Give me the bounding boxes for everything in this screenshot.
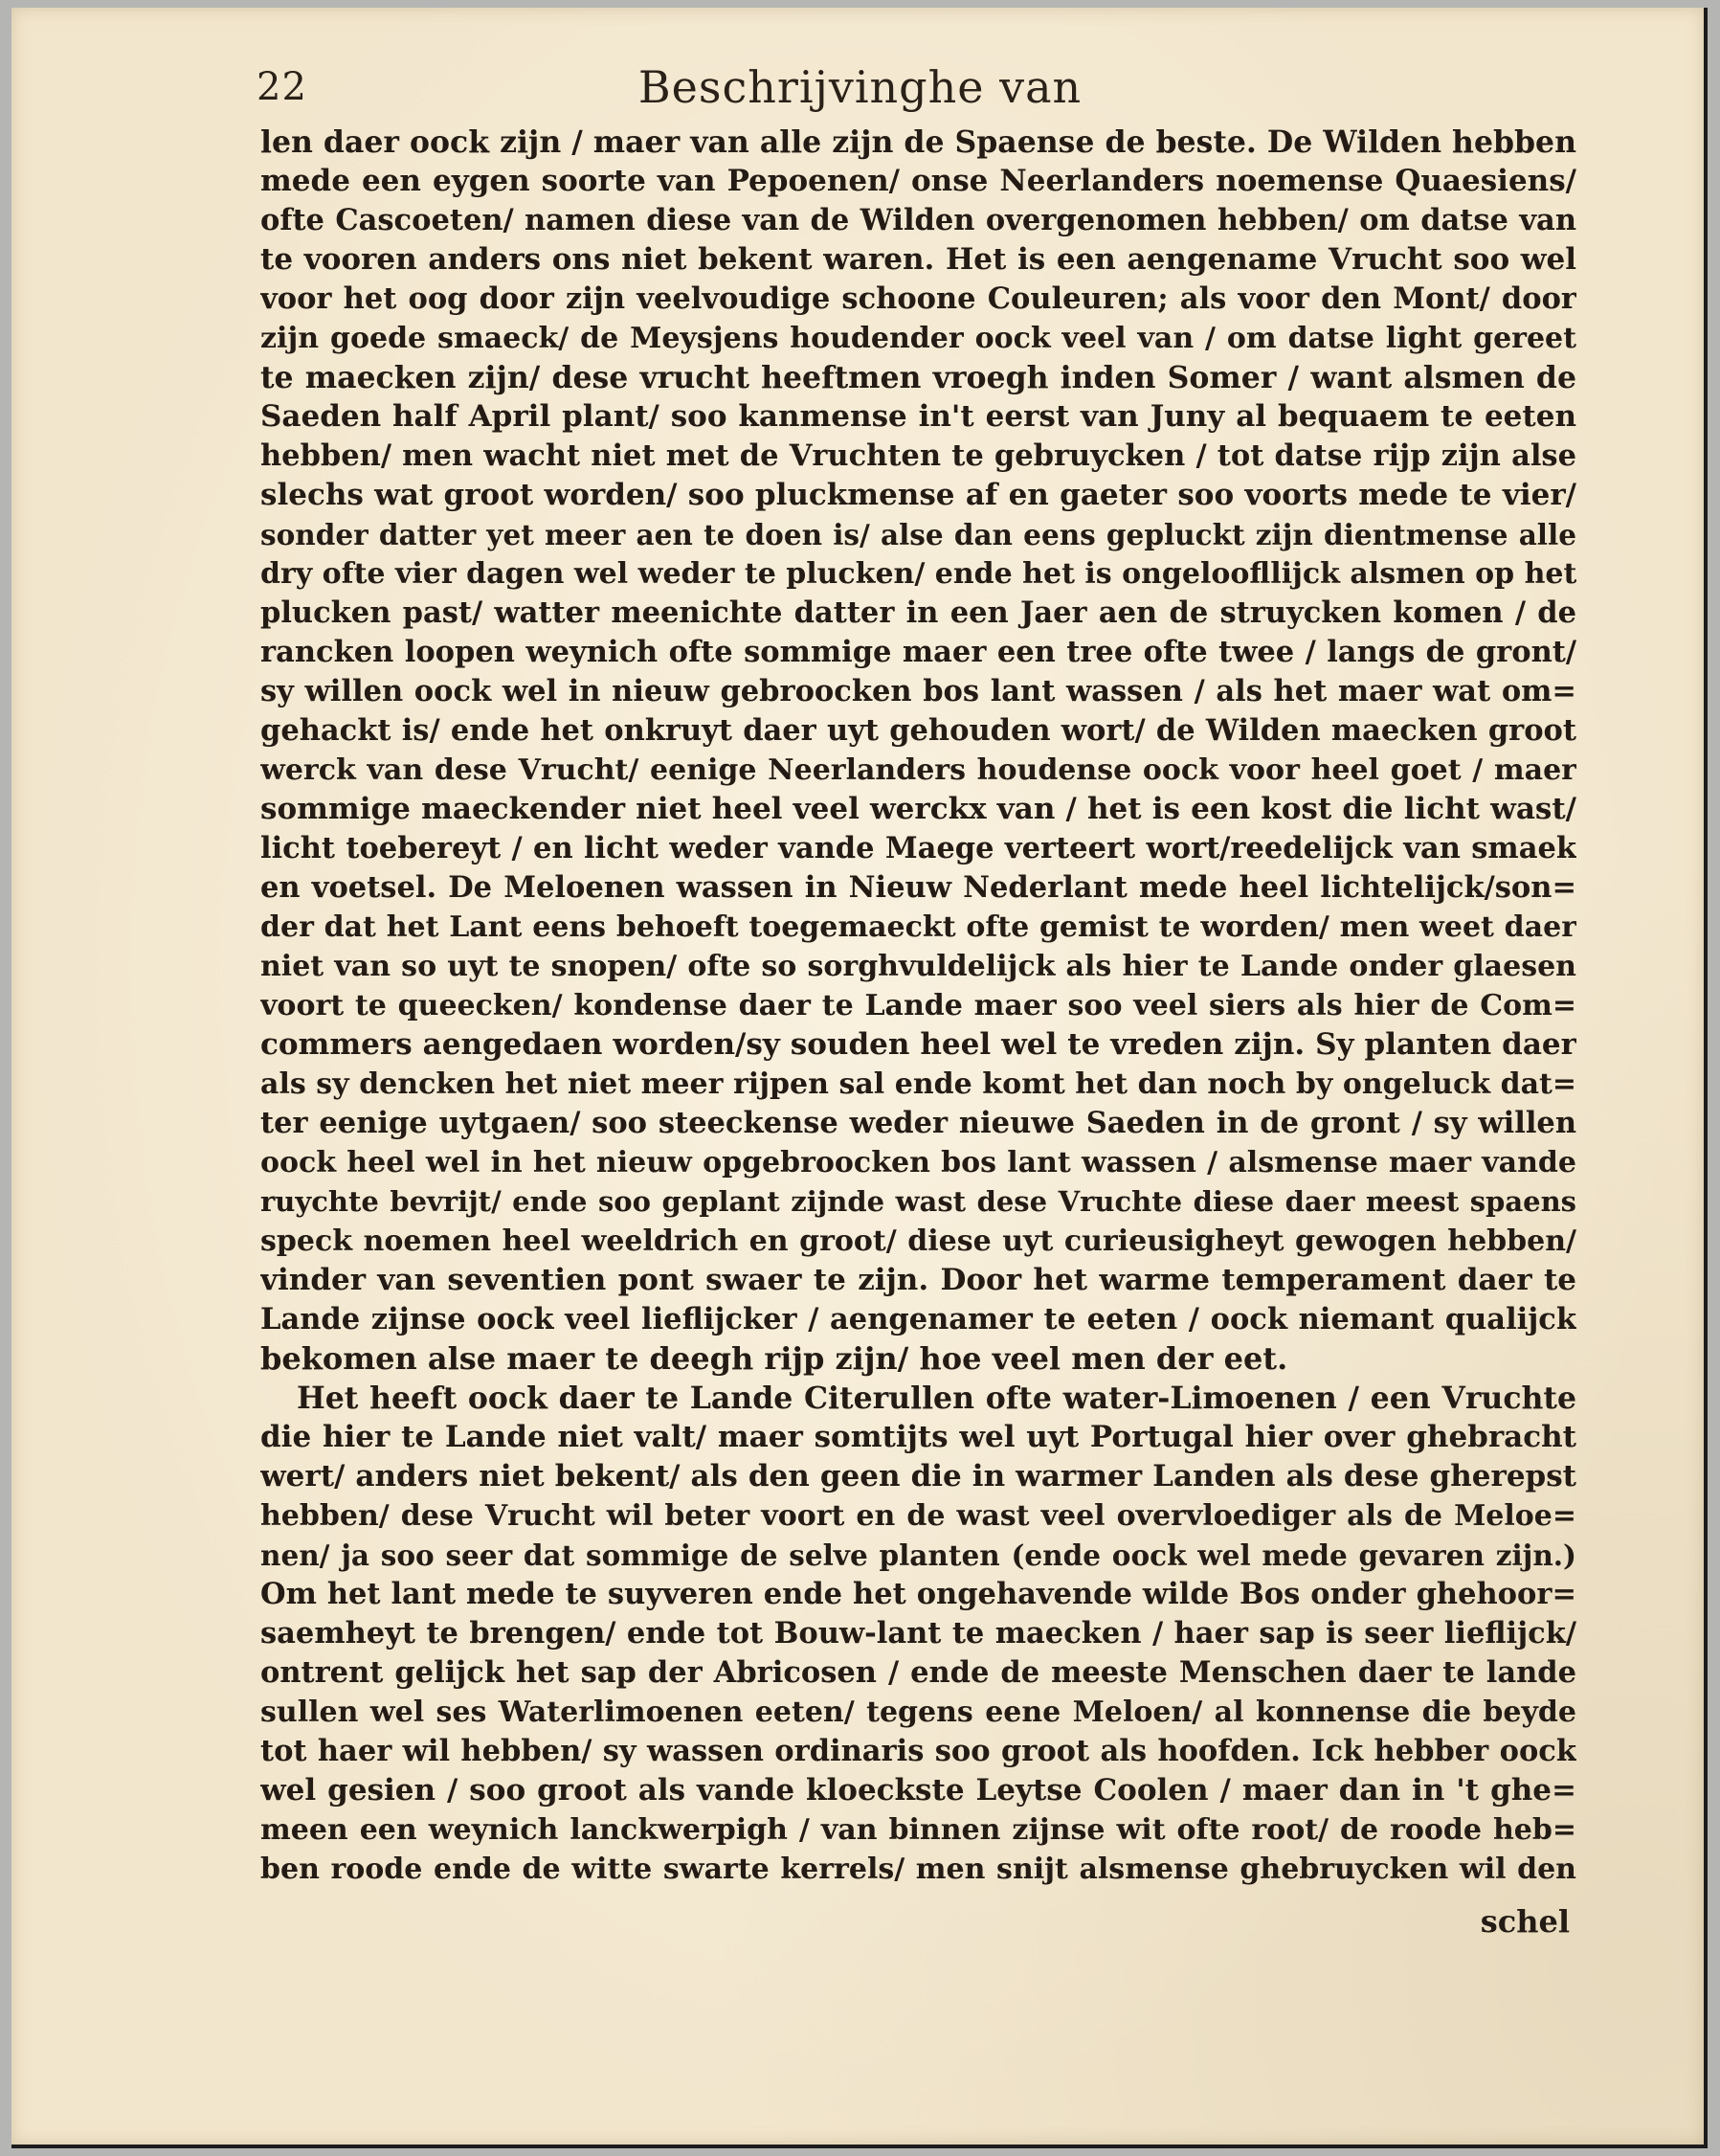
text-line: rancken loopen weynich ofte sommige maer een tree ofte twee / langs de gront/ — [260, 635, 1576, 669]
text-line: werck van dese Vrucht/ eenige Neerlanders houdense oock voor heel goet / maer — [260, 753, 1576, 787]
text-line: voort te queecken/ kondense daer te Lande maer soo veel siers als hier de Com= — [260, 989, 1576, 1022]
text-line: Om het lant mede te suyveren ende het ongehavende wilde Bos onder ghehoor= — [260, 1577, 1576, 1611]
page-number: 22 — [257, 65, 307, 109]
text-line: niet van so uyt te snopen/ ofte so sorghvuldelijck als hier te Lande onder glaesen — [260, 950, 1576, 983]
text-line: te vooren anders ons niet bekent waren. Het is een aengename Vrucht soo wel — [260, 242, 1576, 277]
text-line: sy willen oock wel in nieuw gebroocken bos lant wassen / als het maer wat om= — [260, 674, 1576, 708]
text-line: voor het oog door zijn veelvoudige schoone Couleuren; als voor den Mont/ door — [260, 281, 1576, 316]
running-title: Beschrijvinghe van — [637, 61, 1083, 113]
paragraph-start-line: Het heeft oock daer te Lande Citerullen ofte water-Limoenen / een Vruchte — [297, 1381, 1576, 1416]
text-line: nen/ ja soo seer dat sommige de selve planten (ende oock wel mede gevaren zijn.) — [260, 1538, 1576, 1572]
text-line: mede een eygen soorte van Pepoenen/ onse Neerlanders noemense Quaesiens/ — [260, 164, 1576, 198]
text-line: tot haer wil hebben/ sy wassen ordinaris soo groot als hoofden. Ick hebber oock — [260, 1734, 1576, 1768]
text-line: die hier te Lande niet valt/ maer somtijts wel uyt Portugal hier over ghebracht — [260, 1420, 1576, 1454]
text-line: hebben/ dese Vrucht wil beter voort en de wast veel overvloediger als de Meloe= — [260, 1499, 1576, 1533]
text-line: sommige maeckender niet heel veel werckx van / het is een kost die licht wast/ — [260, 792, 1576, 826]
text-line: en voetsel. De Meloenen wassen in Nieuw Nederlant mede heel lichtelijck/son= — [260, 870, 1576, 905]
text-line: Lande zijnse oock veel lieflijcker / aengenamer te eeten / oock niemant qualijck — [260, 1302, 1576, 1336]
text-line: wert/ anders niet bekent/ als den geen die in warmer Landen als dese gherepst — [260, 1459, 1576, 1493]
text-line: gehackt is/ ende het onkruyt daer uyt gehouden wort/ de Wilden maecken groot — [260, 713, 1576, 748]
text-line: te maecken zijn/ dese vrucht heeftmen vroegh inden Somer / want alsmen de — [260, 360, 1576, 395]
text-line: saemheyt te brengen/ ende tot Bouw-lant te maecken / haer sap is seer lieflijck/ — [260, 1616, 1576, 1651]
text-line: sullen wel ses Waterlimoenen eeten/ tegens eene Meloen/ al konnense die beyde — [260, 1696, 1576, 1729]
text-line: plucken past/ watter meenichte datter in een Jaer aen de struycken komen / de — [260, 595, 1576, 630]
text-line: der dat het Lant eens behoeft toegemaeckt ofte gemist te worden/ men weet daer — [260, 910, 1576, 944]
text-line: sonder datter yet meer aen te doen is/ alse dan eens gepluckt zijn dientmense alle — [260, 518, 1576, 551]
text-line: vinder van seventien pont swaer te zijn. Door het warme temperament daer te — [260, 1263, 1576, 1297]
text-line: slechs wat groot worden/ soo pluckmense af en gaeter soo voorts mede te vier/ — [260, 478, 1576, 512]
text-line: zijn goede smaeck/ de Meysjens houdender oock veel van / om datse light gereet — [260, 322, 1576, 355]
text-line: Saeden half April plant/ soo kanmense in't eerst van Juny al bequaem te eeten — [260, 399, 1576, 434]
text-line: wel gesien / soo groot als vande kloeckste Leytse Coolen / maer dan in 't ghe= — [260, 1773, 1576, 1808]
text-line: als sy dencken het niet meer rijpen sal ende komt het dan noch by ongeluck dat= — [260, 1067, 1576, 1101]
catchword: schel — [1480, 1903, 1570, 1940]
text-line: hebben/ men wacht niet met de Vruchten te gebruycken / tot datse rijp zijn alse — [260, 438, 1576, 473]
text-line: bekomen alse maer te deegh rijp zijn/ hoe veel men der eet. — [260, 1340, 1288, 1377]
text-line: oock heel wel in het nieuw opgebroocken bos lant wassen / alsmense maer vande — [260, 1146, 1576, 1179]
text-line: licht toebereyt / en licht weder vande Maege verteert wort/reedelijck van smaek — [260, 831, 1576, 865]
text-line: ben roode ende de witte swarte kerrels/ men snijt alsmense ghebruycken wil den — [260, 1853, 1576, 1886]
text-line: ontrent gelijck het sap der Abricosen / ende de meeste Menschen daer te lande — [260, 1655, 1576, 1690]
text-line: meen een weynich lanckwerpigh / van binnen zijnse wit ofte root/ de roode heb= — [260, 1813, 1576, 1847]
text-line: ruychte bevrijt/ ende soo geplant zijnde wast dese Vruchte diese daer meest spaens — [260, 1185, 1576, 1218]
text-line: ofte Cascoeten/ namen diese van de Wilden overgenomen hebben/ om datse van — [260, 203, 1576, 237]
text-line: dry ofte vier dagen wel weder te plucken/ ende het is ongeloofllijck alsmen op het — [260, 557, 1576, 591]
text-block — [260, 123, 1576, 1889]
text-line: speck noemen heel weeldrich en groot/ diese uyt curieusigheyt gewogen hebben/ — [260, 1224, 1576, 1258]
text-line: commers aengedaen worden/sy souden heel wel te vreden zijn. Sy planten daer — [260, 1027, 1576, 1062]
text-line: ter eenige uytgaen/ soo steeckense weder nieuwe Saeden in de gront / sy willen — [260, 1106, 1576, 1140]
text-line: len daer oock zijn / maer van alle zijn de Spaense de beste. De Wilden hebben — [260, 124, 1576, 160]
